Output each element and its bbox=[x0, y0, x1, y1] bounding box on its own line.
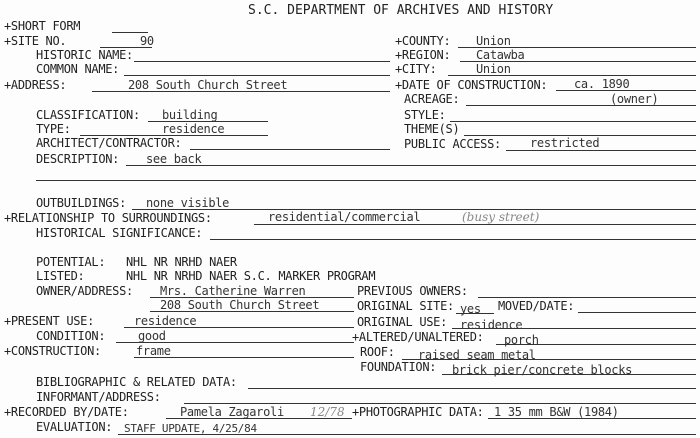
previous-owners-label: PREVIOUS OWNERS: bbox=[357, 284, 468, 298]
photographic-data-line bbox=[488, 418, 696, 419]
owner-address-value: 208 South Church Street bbox=[160, 298, 320, 312]
original-site-line bbox=[456, 313, 494, 314]
recorded-date-value: 12/78 bbox=[310, 405, 345, 419]
acreage-note: (owner) bbox=[610, 92, 659, 106]
altered-value: porch bbox=[504, 333, 539, 347]
acreage-label: ACREAGE: bbox=[404, 92, 460, 106]
region-label: +REGION: bbox=[395, 48, 451, 62]
site-no-label: +SITE NO. bbox=[4, 34, 67, 48]
foundation-label: FOUNDATION: bbox=[360, 360, 437, 374]
historic-name-label: HISTORIC NAME: bbox=[36, 48, 133, 62]
present-use-value: residence bbox=[134, 314, 197, 328]
date-construction-value: ca. 1890 bbox=[574, 77, 630, 91]
relationship-note: (busy street) bbox=[462, 210, 540, 224]
foundation-line bbox=[442, 374, 696, 375]
historical-significance-label: HISTORICAL SIGNIFICANCE: bbox=[36, 226, 203, 240]
listed-label: LISTED: bbox=[36, 269, 85, 283]
style-label: STYLE: bbox=[404, 108, 446, 122]
address-label: +ADDRESS: bbox=[4, 78, 67, 92]
address-line bbox=[92, 91, 390, 92]
condition-label: CONDITION: bbox=[36, 329, 106, 343]
city-label: +CITY: bbox=[395, 62, 437, 76]
original-site-value: yes bbox=[460, 302, 481, 316]
moved-date-label: MOVED/DATE: bbox=[498, 299, 575, 313]
historical-significance-line bbox=[210, 239, 696, 240]
previous-owners-line bbox=[478, 297, 696, 298]
owner-address-label: OWNER/ADDRESS: bbox=[36, 284, 133, 298]
bibliographic-line bbox=[248, 388, 696, 389]
construction-line bbox=[134, 357, 354, 358]
theme-label: THEME(S) bbox=[404, 122, 460, 136]
recorded-by-value: Pamela Zagaroli bbox=[180, 405, 284, 419]
recorded-by-label: +RECORDED BY/DATE: bbox=[4, 405, 129, 419]
classification-value: building bbox=[162, 108, 218, 122]
style-line bbox=[450, 121, 696, 122]
public-access-line bbox=[506, 150, 696, 151]
foundation-value: brick pier/concrete blocks bbox=[452, 363, 633, 377]
short-form-line bbox=[112, 32, 148, 33]
description-line-2 bbox=[36, 180, 696, 181]
photographic-data-label: +PHOTOGRAPHIC DATA: bbox=[352, 405, 484, 419]
recorded-by-line bbox=[166, 418, 352, 419]
moved-date-line bbox=[578, 312, 696, 313]
public-access-value: restricted bbox=[530, 136, 600, 150]
original-use-value: residence bbox=[460, 318, 523, 332]
potential-label: POTENTIAL: bbox=[36, 255, 106, 269]
form-title: S.C. DEPARTMENT OF ARCHIVES AND HISTORY bbox=[248, 3, 554, 18]
condition-value: good bbox=[138, 329, 166, 343]
relationship-line bbox=[254, 224, 696, 225]
description-label: DESCRIPTION: bbox=[36, 152, 120, 166]
informant-label: INFORMANT/ADDRESS: bbox=[36, 390, 161, 404]
common-name-line bbox=[124, 75, 390, 76]
present-use-label: +PRESENT USE: bbox=[4, 314, 95, 328]
county-value: Union bbox=[476, 34, 511, 48]
region-value: Catawba bbox=[476, 48, 525, 62]
evaluation-value: STAFF UPDATE, 4/25/84 bbox=[124, 422, 257, 435]
original-use-line bbox=[452, 328, 696, 329]
public-access-label: PUBLIC ACCESS: bbox=[404, 137, 501, 151]
bibliographic-label: BIBLIOGRAPHIC & RELATED DATA: bbox=[36, 375, 237, 389]
evaluation-line bbox=[118, 434, 696, 435]
architect-label: ARCHITECT/CONTRACTOR: bbox=[36, 136, 182, 150]
description-line bbox=[126, 165, 696, 166]
outbuildings-value: none visible bbox=[146, 196, 230, 210]
potential-options: NHL NR NRHD NAER bbox=[126, 255, 237, 269]
altered-label: +ALTERED/UNALTERED: bbox=[352, 330, 484, 344]
construction-value: frame bbox=[136, 344, 171, 358]
roof-line bbox=[402, 359, 696, 360]
present-use-line bbox=[124, 327, 354, 328]
date-construction-line bbox=[556, 90, 696, 91]
city-line bbox=[448, 75, 696, 76]
relationship-value: residential/commercial bbox=[268, 210, 421, 224]
construction-label: +CONSTRUCTION: bbox=[4, 344, 101, 358]
original-use-label: ORIGINAL USE: bbox=[357, 315, 448, 329]
address-value: 208 South Church Street bbox=[128, 78, 288, 92]
classification-label: CLASSIFICATION: bbox=[36, 108, 140, 122]
acreage-line bbox=[466, 105, 696, 106]
type-value: residence bbox=[162, 122, 225, 136]
evaluation-label: EVALUATION: bbox=[36, 420, 113, 434]
owner-name-value: Mrs. Catherine Warren bbox=[160, 284, 306, 298]
roof-value: raised seam metal bbox=[418, 348, 536, 362]
description-value: see back bbox=[146, 152, 202, 166]
owner-address-line bbox=[150, 311, 354, 312]
short-form-label: +SHORT FORM bbox=[4, 19, 81, 33]
listed-options: NHL NR NRHD NAER S.C. MARKER PROGRAM bbox=[126, 269, 376, 283]
site-no-value: 90 bbox=[140, 34, 154, 48]
county-label: +COUNTY: bbox=[395, 34, 451, 48]
original-site-label: ORIGINAL SITE: bbox=[357, 299, 454, 313]
condition-line bbox=[116, 342, 354, 343]
altered-line bbox=[496, 344, 696, 345]
type-label: TYPE: bbox=[36, 122, 71, 136]
roof-label: ROOF: bbox=[360, 345, 395, 359]
photographic-data-value: 1 35 mm B&W (1984) bbox=[494, 405, 619, 419]
outbuildings-label: OUTBUILDINGS: bbox=[36, 196, 127, 210]
date-construction-label: +DATE OF CONSTRUCTION: bbox=[395, 78, 548, 92]
informant-line bbox=[184, 403, 696, 404]
architect-line bbox=[190, 149, 390, 150]
historic-name-line bbox=[134, 61, 390, 62]
city-value: Union bbox=[476, 62, 511, 76]
relationship-label: +RELATIONSHIP TO SURROUNDINGS: bbox=[4, 211, 212, 225]
common-name-label: COMMON NAME: bbox=[36, 62, 120, 76]
